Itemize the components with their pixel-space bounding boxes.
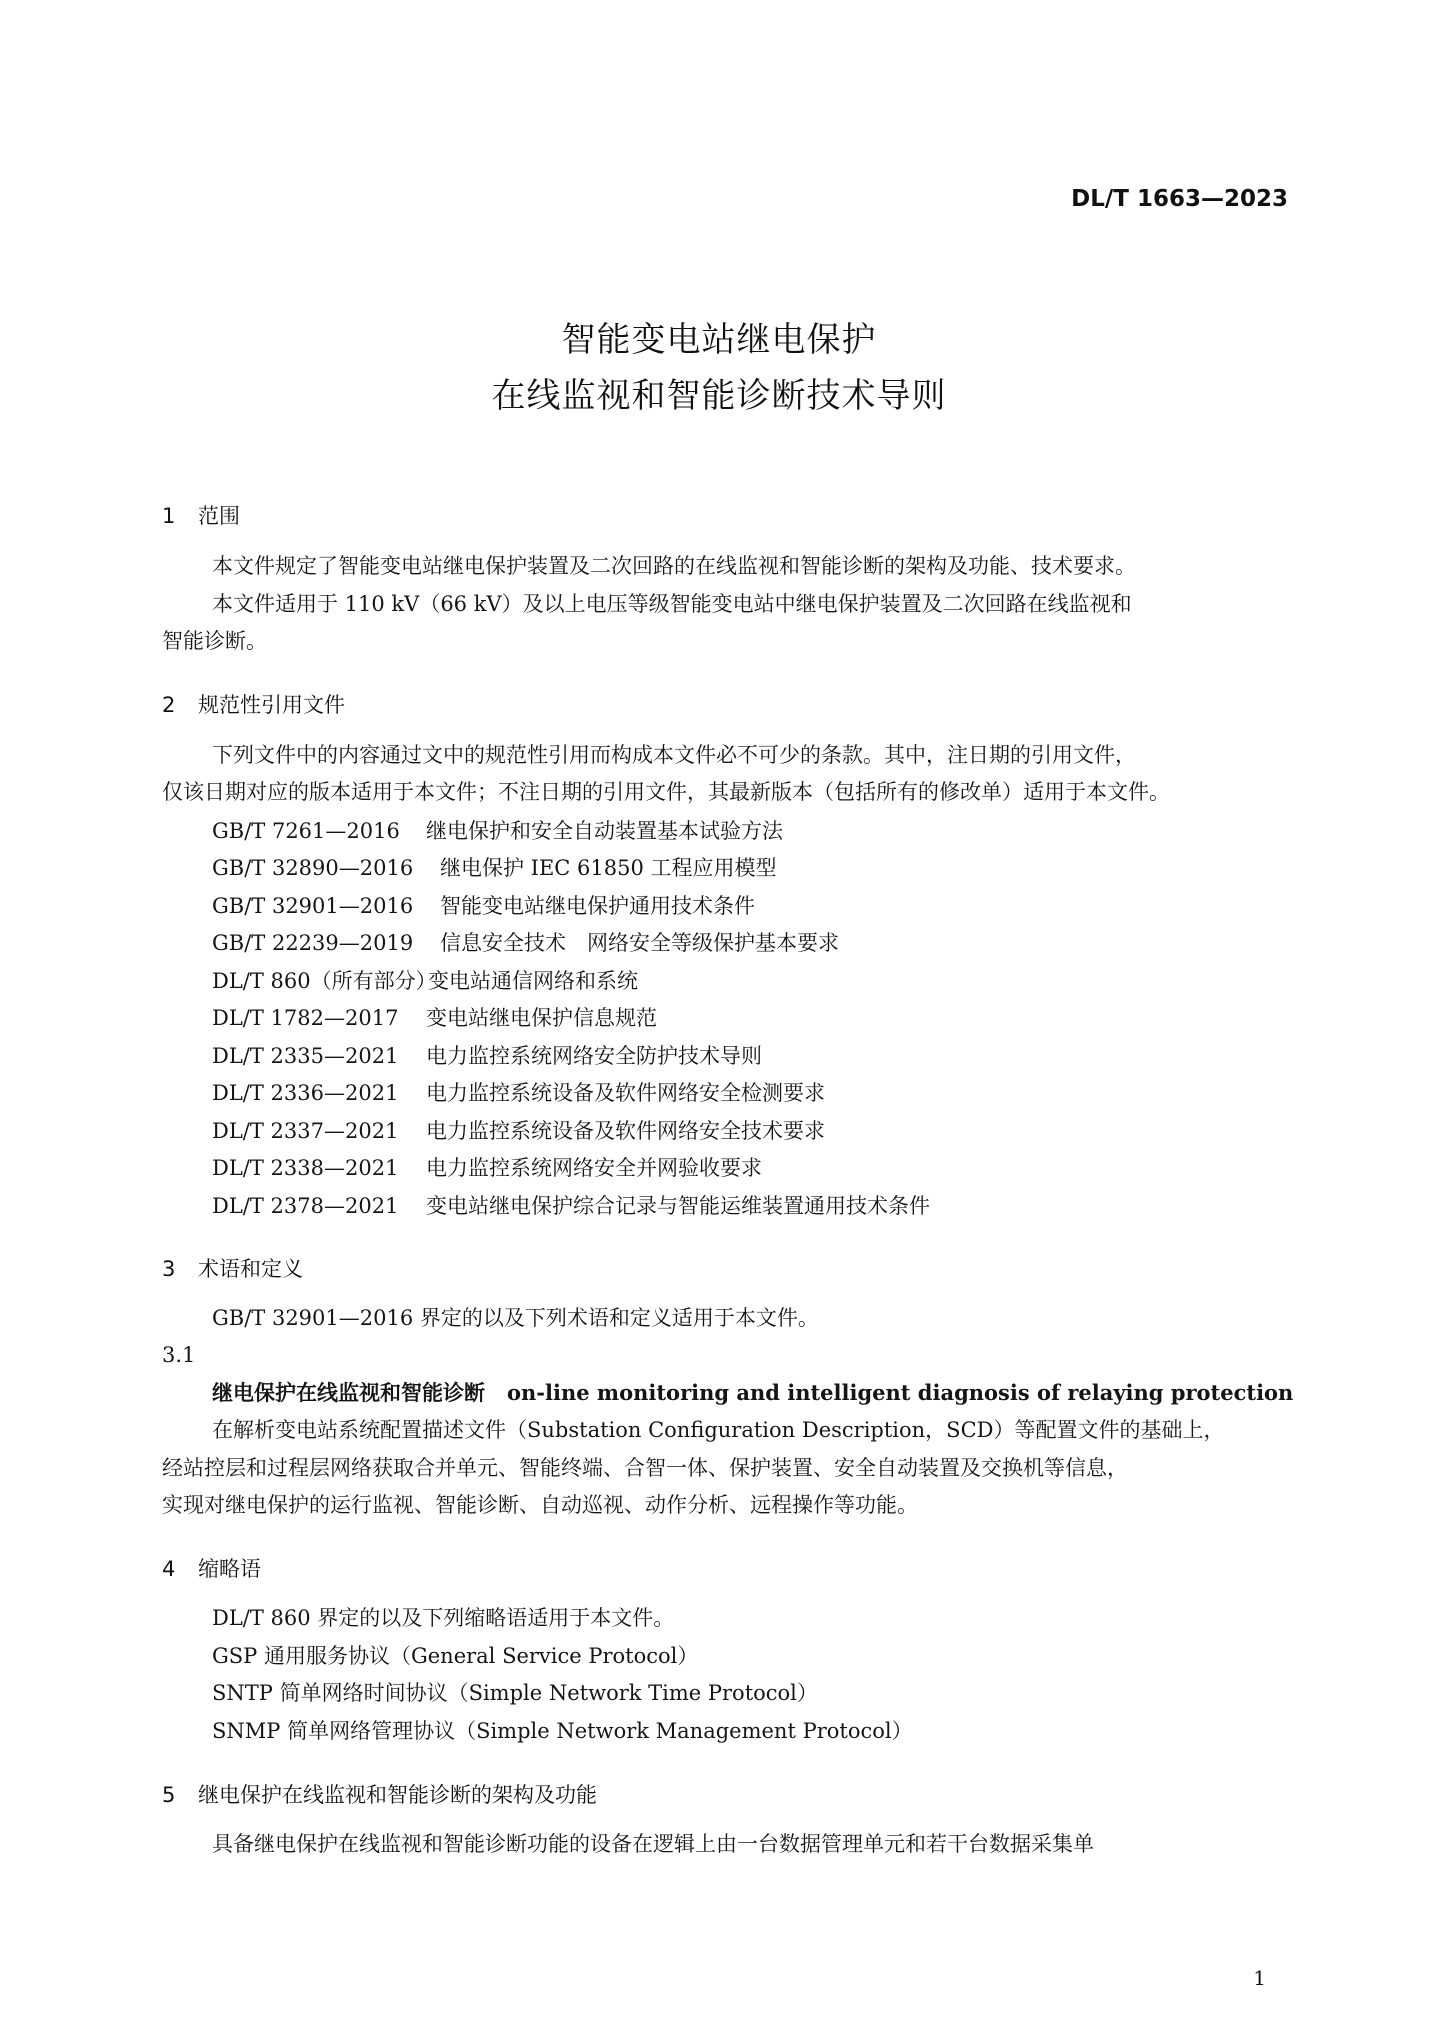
section-3-heading <box>162 1253 303 1283</box>
reference-code: DL/T 2338—2021 <box>212 1156 399 1180</box>
reference-title: 电力监控系统设备及软件网络安全技术要求 <box>426 1119 825 1143</box>
reference-entry <box>212 1077 825 1107</box>
reference-title: 智能变电站继电保护通用技术条件 <box>440 894 755 918</box>
reference-title: 电力监控系统网络安全防护技术导则 <box>426 1044 762 1068</box>
clause-number: 3.1 <box>162 1343 196 1367</box>
paragraph-line: 智能诊断。 <box>162 629 267 653</box>
reference-entry <box>212 1115 825 1145</box>
section-title: 缩略语 <box>198 1557 261 1581</box>
abbreviation-entry: SNTP 简单网络时间协议（Simple Network Time Protocol） <box>212 1681 818 1705</box>
paragraph-line: 下列文件中的内容通过文中的规范性引用而构成本文件必不可少的条款。其中，注日期的引用文件， <box>212 743 1136 767</box>
reference-entry <box>212 927 839 957</box>
reference-entry <box>212 1040 762 1070</box>
reference-title: 变电站继电保护综合记录与智能运维装置通用技术条件 <box>426 1194 930 1218</box>
reference-title: 电力监控系统设备及软件网络安全检测要求 <box>426 1081 825 1105</box>
term-chinese: 继电保护在线监视和智能诊断 <box>212 1381 485 1405</box>
paragraph-line: GB/T 32901—2016 界定的以及下列术语和定义适用于本文件。 <box>212 1306 819 1330</box>
paragraph-line: 本文件规定了智能变电站继电保护装置及二次回路的在线监视和智能诊断的架构及功能、技术要求。 <box>212 554 1136 578</box>
document-code: DL/T 1663—2023 <box>1071 186 1288 212</box>
reference-entry <box>212 890 755 920</box>
section-title: 规范性引用文件 <box>198 693 345 717</box>
section-number: 5 <box>162 1783 176 1807</box>
paragraph-line: 仅该日期对应的版本适用于本文件；不注日期的引用文件，其最新版本（包括所有的修改单）适用于本文件。 <box>162 780 1170 804</box>
paragraph-line: 实现对继电保护的运行监视、智能诊断、自动巡视、动作分析、远程操作等功能。 <box>162 1493 918 1517</box>
paragraph-line: DL/T 860 界定的以及下列缩略语适用于本文件。 <box>212 1606 675 1630</box>
page-number: 1 <box>1253 1966 1266 1990</box>
section-number: 2 <box>162 693 176 717</box>
section-title: 范围 <box>198 504 240 528</box>
reference-code: DL/T 2335—2021 <box>212 1044 399 1068</box>
reference-code: DL/T 860（所有部分） <box>212 969 437 993</box>
reference-title: 变电站继电保护信息规范 <box>426 1006 657 1030</box>
section-1-heading <box>162 500 240 530</box>
reference-title: 继电保护和安全自动装置基本试验方法 <box>426 819 783 843</box>
reference-title: 变电站通信网络和系统 <box>428 969 638 993</box>
reference-entry <box>212 1002 657 1032</box>
section-4-heading <box>162 1553 261 1583</box>
reference-entry <box>212 1152 762 1182</box>
document-title-line-1: 智能变电站继电保护 <box>561 320 877 360</box>
section-number: 4 <box>162 1557 176 1581</box>
section-5-heading <box>162 1779 597 1809</box>
reference-title: 信息安全技术 网络安全等级保护基本要求 <box>440 931 839 955</box>
reference-title: 继电保护 IEC 61850 工程应用模型 <box>440 856 777 880</box>
section-title: 继电保护在线监视和智能诊断的架构及功能 <box>198 1783 597 1807</box>
section-number: 3 <box>162 1257 176 1281</box>
section-title: 术语和定义 <box>198 1257 303 1281</box>
abbreviation-entry: SNMP 简单网络管理协议（Simple Network Management Protocol） <box>212 1719 913 1743</box>
reference-code: DL/T 2378—2021 <box>212 1194 399 1218</box>
document-title-line-2: 在线监视和智能诊断技术导则 <box>491 376 947 416</box>
reference-entry <box>212 852 777 882</box>
reference-entry <box>212 965 638 995</box>
term-entry <box>212 1378 1293 1408</box>
reference-entry <box>212 815 783 845</box>
reference-code: GB/T 22239—2019 <box>212 931 414 955</box>
reference-code: GB/T 32890—2016 <box>212 856 414 880</box>
section-2-heading <box>162 689 345 719</box>
paragraph-line: 具备继电保护在线监视和智能诊断功能的设备在逻辑上由一台数据管理单元和若干台数据采集单 <box>212 1832 1094 1856</box>
term-english: on-line monitoring and intelligent diagnosis of relaying protection <box>507 1380 1294 1405</box>
reference-code: DL/T 2337—2021 <box>212 1119 399 1143</box>
reference-title: 电力监控系统网络安全并网验收要求 <box>426 1156 762 1180</box>
reference-code: GB/T 32901—2016 <box>212 894 414 918</box>
paragraph-line: 本文件适用于 110 kV（66 kV）及以上电压等级智能变电站中继电保护装置及二次回路在线监视和 <box>212 592 1132 616</box>
paragraph-line: 在解析变电站系统配置描述文件（Substation Configuration Description，SCD）等配置文件的基础上， <box>212 1418 1225 1442</box>
abbreviation-entry: GSP 通用服务协议（General Service Protocol） <box>212 1644 699 1668</box>
reference-code: GB/T 7261—2016 <box>212 819 400 843</box>
section-number: 1 <box>162 504 176 528</box>
reference-entry <box>212 1190 930 1220</box>
reference-code: DL/T 1782—2017 <box>212 1006 399 1030</box>
reference-code: DL/T 2336—2021 <box>212 1081 399 1105</box>
paragraph-line: 经站控层和过程层网络获取合并单元、智能终端、合智一体、保护装置、安全自动装置及交换机等信息， <box>162 1456 1128 1480</box>
